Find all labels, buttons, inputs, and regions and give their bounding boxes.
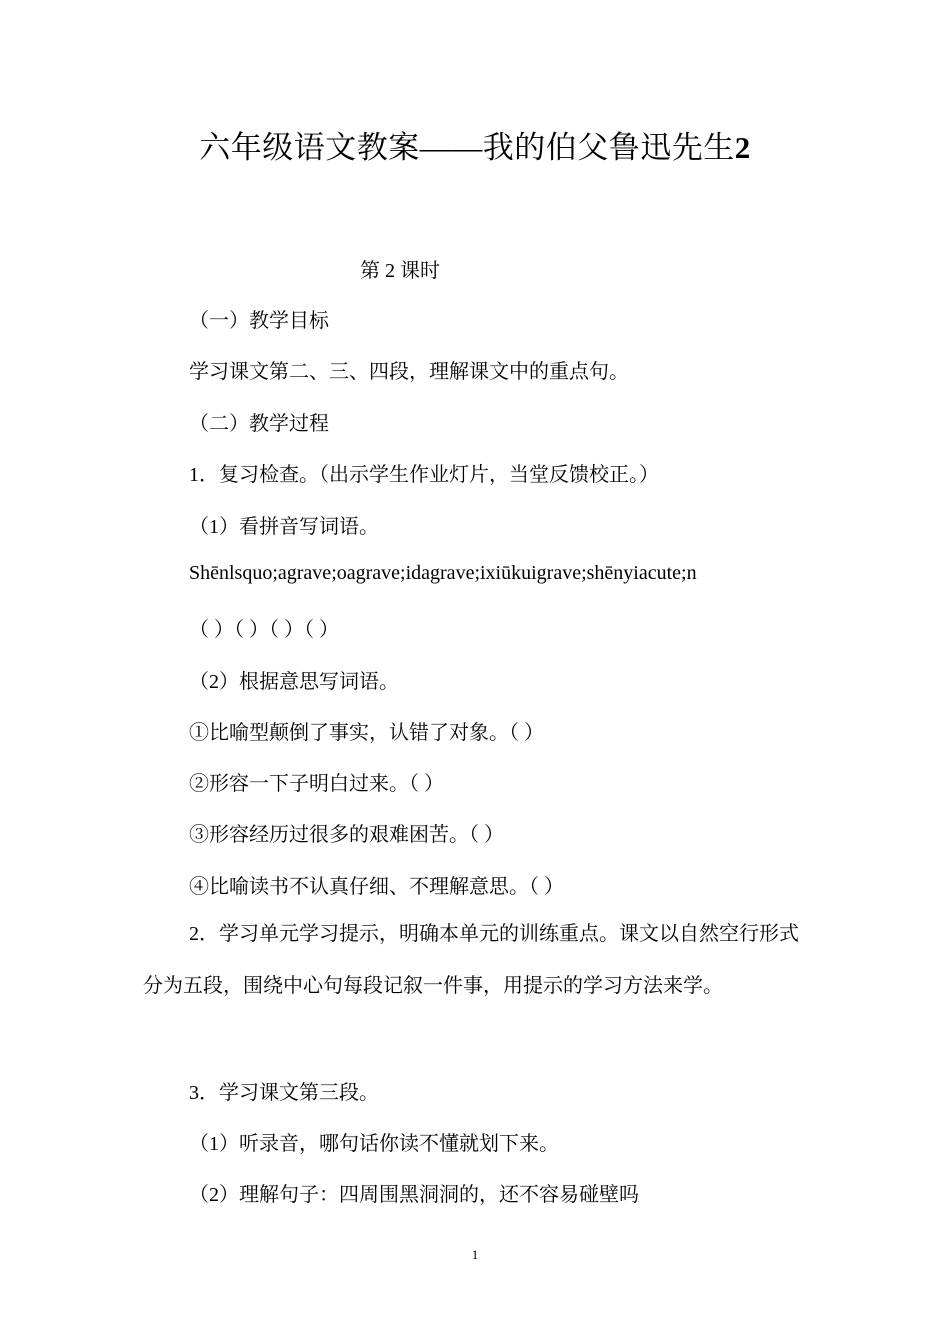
- page-number: 1: [471, 1247, 479, 1262]
- title-number: 2: [734, 130, 751, 165]
- lesson-heading: 第 2 课时: [360, 260, 440, 282]
- title-text: 六年级语文教案——我的伯父鲁迅先生: [199, 130, 735, 165]
- document-page: 六年级语文教案——我的伯父鲁迅先生2 第 2 课时 （一）教学目标 学习课文第二、三、四段，理解课文中的重点句。 （二）教学过程 1．复习检查。（出示学生作业灯片，当堂反馈校正。） （1）看拼音写词语。 Shēnlsquo;agrave;oagrave;idagrave;ixiūkuigrave;shēnyiacute;n （ ）（ ）（ ）（ ） （2）根据意思写词语。 ①比喻型颠倒了事实，认错了对象。（ ） ②形容一下子明白过来。（ ） ③形容经历过很多的艰难困苦。（ ） ④比喻读书不认真仔细、不理解意思。（ ） 2．学习单元学习提示，明确本单元的训练重点。课文以自然空行形式分为五段，围绕中心句每段记叙一件事，用提示的学习方法来学。 3．学习课文第三段。 （1）听录音，哪句话你读不懂就划下来。 （2）理解句子：四周围黑洞洞的，还不容易碰壁吗 1: [0, 0, 950, 1344]
- document-title: [0, 122, 950, 167]
- step-2-paragraph: 2．学习单元学习提示，明确本单元的训练重点。课文以自然空行形式分为五段，围绕中心句每段记叙一件事，用提示的学习方法来学。: [143, 923, 799, 997]
